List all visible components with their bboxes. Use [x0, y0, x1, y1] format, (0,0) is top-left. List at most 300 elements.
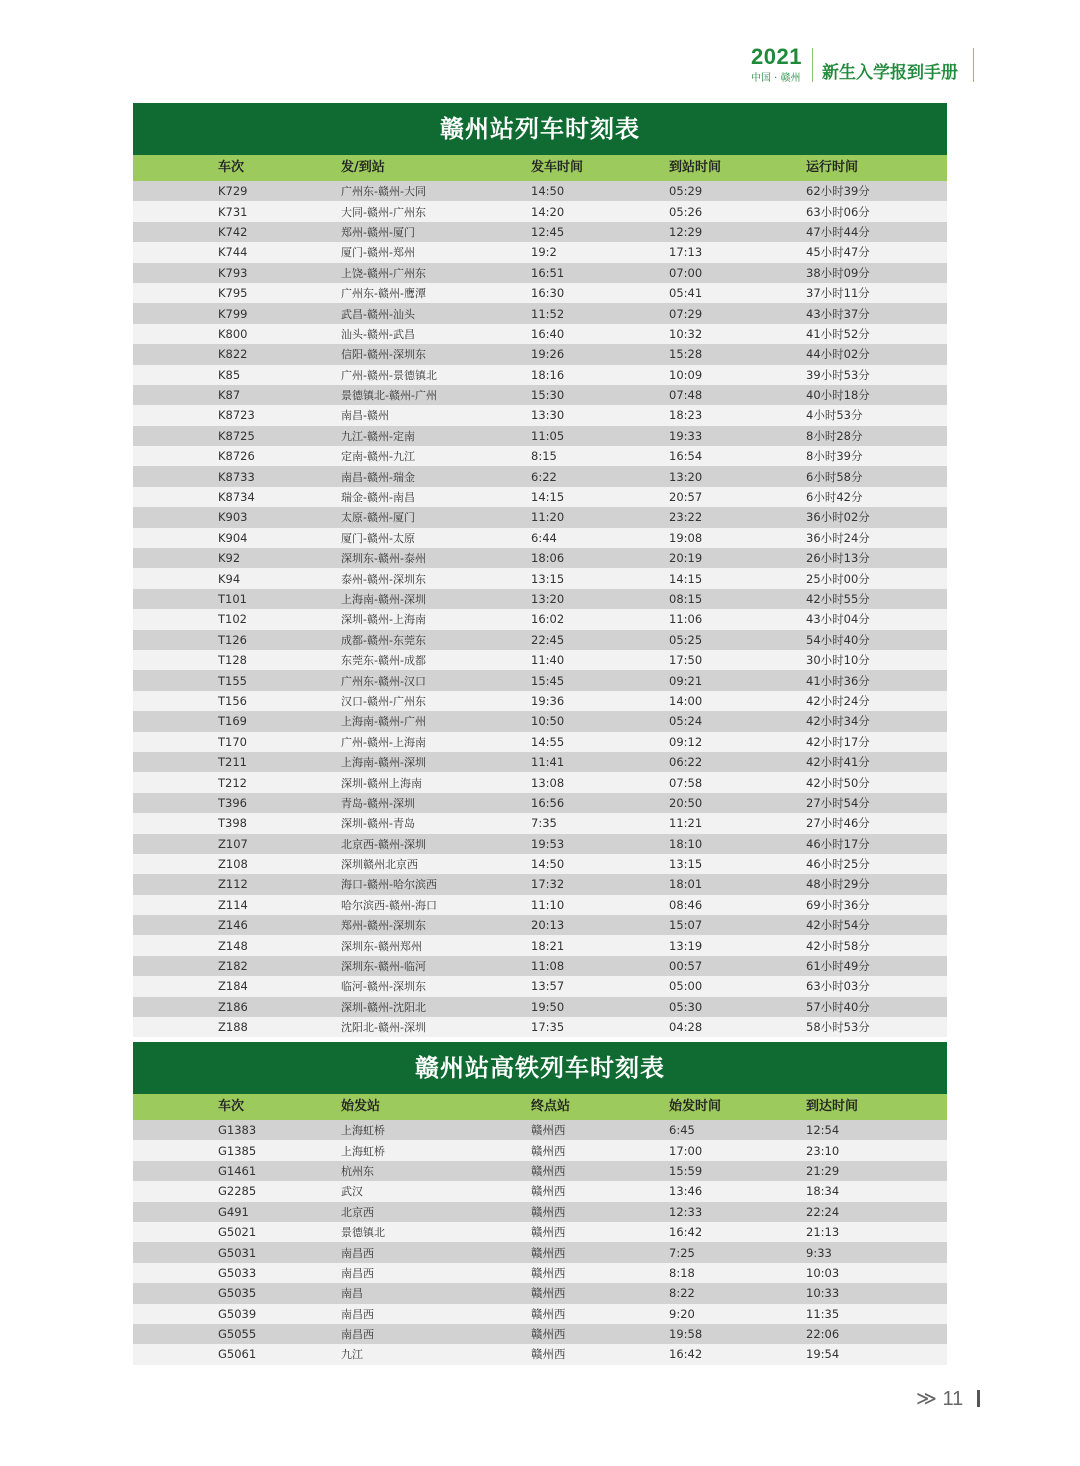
table-row: [133, 895, 947, 915]
table-row: [133, 772, 947, 792]
table-row: [133, 222, 947, 242]
cell-col3: 16:02: [531, 612, 565, 627]
cell-col4: 13:20: [669, 469, 703, 484]
cell-col2: 深圳赣州北京西: [341, 858, 418, 872]
table-row: [133, 1344, 947, 1364]
cell-col3: 14:50: [531, 184, 565, 199]
cell-col2: 南昌-赣州: [341, 409, 389, 423]
table-row: [133, 813, 947, 833]
cell-col2: 太原-赣州-厦门: [341, 511, 415, 525]
cell-col5: 61小时49分: [806, 959, 870, 974]
table-row: [133, 997, 947, 1017]
table-row: [133, 324, 947, 344]
cell-col5: 42小时58分: [806, 938, 870, 953]
regular-train-schedule: [133, 103, 947, 1037]
cell-train-no: Z148: [218, 938, 248, 953]
cell-col3: 16:40: [531, 326, 565, 341]
cell-col3: 14:55: [531, 734, 565, 749]
cell-col3: 13:30: [531, 408, 565, 423]
table-row: [133, 507, 947, 527]
cell-col5: 6小时42分: [806, 490, 863, 505]
table-row: [133, 670, 947, 690]
cell-col2: 青岛-赣州-深圳: [341, 796, 415, 810]
table-row: [133, 303, 947, 323]
cell-train-no: K822: [218, 347, 248, 362]
table-row: [133, 242, 947, 262]
cell-col3: 赣州西: [531, 1143, 566, 1158]
cell-col3: 11:41: [531, 755, 565, 770]
header-location: 中国 · 赣州: [751, 73, 801, 84]
cell-col5: 27小时46分: [806, 816, 870, 831]
table-row: [133, 568, 947, 588]
cell-col2: 南昌: [341, 1287, 363, 1301]
cell-train-no: Z146: [218, 918, 248, 933]
cell-train-no: K903: [218, 510, 248, 525]
table-row: [133, 283, 947, 303]
cell-col5: 27小时54分: [806, 795, 870, 810]
cell-train-no: K8726: [218, 449, 255, 464]
cell-col5: 22:06: [806, 1327, 840, 1342]
cell-train-no: T128: [218, 653, 247, 668]
table-row: [133, 1242, 947, 1262]
page-footer: [916, 1386, 980, 1411]
cell-col5: 18:34: [806, 1184, 840, 1199]
cell-col2: 上饶-赣州-广州东: [341, 266, 426, 280]
cell-col4: 12:33: [669, 1204, 703, 1219]
cell-col2: 南昌西: [341, 1307, 374, 1321]
cell-col4: 07:58: [669, 775, 703, 790]
cell-col5: 8小时39分: [806, 449, 863, 464]
cell-col5: 38小时09分: [806, 265, 870, 280]
cell-col2: 郑州-赣州-厦门: [341, 225, 415, 239]
header-title: 新生入学报到手册: [822, 63, 958, 83]
cell-train-no: K731: [218, 204, 248, 219]
cell-col2: 武昌-赣州-汕头: [341, 307, 415, 321]
table-row: [133, 548, 947, 568]
page-number: 11: [942, 1388, 964, 1410]
cell-col4: 04:28: [669, 1020, 703, 1035]
cell-train-no: G5061: [218, 1347, 257, 1362]
cell-train-no: Z107: [218, 836, 248, 851]
cell-train-no: G1461: [218, 1163, 257, 1178]
footer-bar: [977, 1390, 980, 1407]
cell-col4: 17:13: [669, 245, 703, 260]
cell-col4: 08:46: [669, 897, 703, 912]
cell-col3: 赣州西: [531, 1286, 566, 1301]
cell-col3: 18:16: [531, 367, 565, 382]
cell-train-no: K92: [218, 551, 241, 566]
cell-col5: 57小时40分: [806, 999, 870, 1014]
cell-col5: 42小时34分: [806, 714, 870, 729]
table-row: [133, 1263, 947, 1283]
table-row: [133, 263, 947, 283]
cell-col2: 成都-赣州-东莞东: [341, 633, 426, 647]
table-row: [133, 466, 947, 486]
cell-col5: 46小时25分: [806, 857, 870, 872]
cell-col3: 赣州西: [531, 1184, 566, 1199]
cell-col5: 54小时40分: [806, 632, 870, 647]
cell-col2: 大同-赣州-广州东: [341, 205, 426, 219]
cell-col5: 21:29: [806, 1163, 840, 1178]
cell-col2: 东莞东-赣州-成都: [341, 654, 426, 668]
cell-col4: 16:42: [669, 1347, 703, 1362]
cell-col5: 40小时18分: [806, 388, 870, 403]
cell-col2: 景德镇北-赣州-广州: [341, 389, 437, 403]
table-row: [133, 752, 947, 772]
cell-train-no: T155: [218, 673, 247, 688]
cell-col4: 05:25: [669, 632, 703, 647]
cell-col4: 13:15: [669, 857, 703, 872]
cell-col5: 63小时03分: [806, 979, 870, 994]
cell-col5: 4小时53分: [806, 408, 863, 423]
cell-col3: 18:06: [531, 551, 565, 566]
cell-train-no: K8725: [218, 428, 255, 443]
cell-train-no: K800: [218, 326, 248, 341]
cell-train-no: T156: [218, 693, 247, 708]
cell-col4: 8:18: [669, 1265, 695, 1280]
cell-col4: 17:50: [669, 653, 703, 668]
regular-table-header: [133, 155, 947, 181]
cell-col2: 深圳-赣州-沈阳北: [341, 1000, 426, 1014]
cell-col4: 8:22: [669, 1286, 695, 1301]
cell-col2: 沈阳北-赣州-深圳: [341, 1021, 426, 1035]
cell-train-no: G5021: [218, 1225, 257, 1240]
cell-col2: 南昌-赣州-瑞金: [341, 470, 415, 484]
cell-train-no: K744: [218, 245, 248, 260]
col-depart-time: 发车时间: [531, 160, 584, 175]
table-row: [133, 201, 947, 221]
table-row: [133, 854, 947, 874]
cell-col4: 20:19: [669, 551, 703, 566]
cell-col4: 18:10: [669, 836, 703, 851]
cell-col3: 赣州西: [531, 1347, 566, 1362]
cell-col4: 00:57: [669, 959, 703, 974]
col-terminal: 终点站: [531, 1099, 571, 1114]
cell-train-no: G5039: [218, 1306, 257, 1321]
highspeed-table-title: 赣州站高铁列车时刻表: [133, 1042, 947, 1094]
cell-col4: 14:15: [669, 571, 703, 586]
cell-col3: 19:50: [531, 999, 565, 1014]
table-row: [133, 609, 947, 629]
cell-train-no: T169: [218, 714, 247, 729]
cell-col3: 11:10: [531, 897, 565, 912]
cell-col3: 赣州西: [531, 1163, 566, 1178]
cell-col2: 汉口-赣州-广州东: [341, 694, 426, 708]
cell-col3: 17:32: [531, 877, 565, 892]
cell-col4: 20:50: [669, 795, 703, 810]
cell-col2: 南昌西: [341, 1328, 374, 1342]
cell-col5: 19:54: [806, 1347, 840, 1362]
regular-table-body: [133, 181, 947, 1037]
col-route: 发/到站: [341, 160, 385, 175]
cell-col5: 42小时50分: [806, 775, 870, 790]
cell-col3: 11:52: [531, 306, 565, 321]
cell-col3: 10:50: [531, 714, 565, 729]
cell-col3: 12:45: [531, 224, 565, 239]
cell-col5: 43小时04分: [806, 612, 870, 627]
table-row: [133, 1202, 947, 1222]
cell-col2: 景德镇北: [341, 1226, 385, 1240]
table-row: [133, 630, 947, 650]
cell-col4: 05:29: [669, 184, 703, 199]
cell-col5: 42小时41分: [806, 755, 870, 770]
cell-col2: 广州东-赣州-大同: [341, 185, 426, 199]
cell-col5: 23:10: [806, 1143, 840, 1158]
cell-col4: 05:41: [669, 286, 703, 301]
cell-col3: 11:20: [531, 510, 565, 525]
cell-col3: 13:15: [531, 571, 565, 586]
cell-col3: 19:26: [531, 347, 565, 362]
cell-train-no: K85: [218, 367, 241, 382]
cell-col4: 15:59: [669, 1163, 703, 1178]
col-origin: 始发站: [341, 1099, 381, 1114]
table-row: [133, 691, 947, 711]
table-row: [133, 793, 947, 813]
cell-train-no: K799: [218, 306, 248, 321]
table-row: [133, 732, 947, 752]
cell-col2: 泰州-赣州-深圳东: [341, 572, 426, 586]
cell-col5: 25小时00分: [806, 571, 870, 586]
cell-train-no: G5055: [218, 1327, 257, 1342]
cell-train-no: K8723: [218, 408, 255, 423]
cell-col3: 13:57: [531, 979, 565, 994]
cell-col5: 41小时36分: [806, 673, 870, 688]
cell-col2: 深圳-赣州-青岛: [341, 817, 415, 831]
cell-col5: 42小时24分: [806, 693, 870, 708]
header-divider-right: [973, 48, 974, 82]
table-row: [133, 1283, 947, 1303]
col-train-no: 车次: [218, 1099, 245, 1114]
cell-train-no: Z114: [218, 897, 248, 912]
cell-col5: 26小时13分: [806, 551, 870, 566]
cell-train-no: Z186: [218, 999, 248, 1014]
cell-train-no: T398: [218, 816, 247, 831]
cell-train-no: T126: [218, 632, 247, 647]
cell-train-no: K742: [218, 224, 248, 239]
table-row: [133, 650, 947, 670]
cell-col2: 深圳东-赣州郑州: [341, 939, 422, 953]
regular-table-title: 赣州站列车时刻表: [133, 103, 947, 155]
cell-col5: 8小时28分: [806, 428, 863, 443]
cell-col2: 深圳东-赣州-临河: [341, 960, 426, 974]
cell-col3: 11:08: [531, 959, 565, 974]
cell-train-no: G2285: [218, 1184, 257, 1199]
table-row: [133, 956, 947, 976]
cell-col4: 11:06: [669, 612, 703, 627]
cell-col4: 16:42: [669, 1225, 703, 1240]
cell-col5: 12:54: [806, 1123, 840, 1138]
cell-col4: 10:32: [669, 326, 703, 341]
cell-col2: 临河-赣州-深圳东: [341, 980, 426, 994]
cell-col2: 定南-赣州-九江: [341, 450, 415, 464]
cell-col5: 62小时39分: [806, 184, 870, 199]
cell-col5: 36小时02分: [806, 510, 870, 525]
cell-col4: 05:24: [669, 714, 703, 729]
cell-col4: 07:48: [669, 388, 703, 403]
col-train-no: 车次: [218, 160, 245, 175]
cell-col5: 58小时53分: [806, 1020, 870, 1035]
table-row: [133, 344, 947, 364]
cell-col3: 15:30: [531, 388, 565, 403]
cell-col2: 信阳-赣州-深圳东: [341, 348, 426, 362]
cell-train-no: K729: [218, 184, 248, 199]
cell-col4: 7:25: [669, 1245, 695, 1260]
cell-col2: 上海南-赣州-深圳: [341, 593, 426, 606]
table-row: [133, 935, 947, 955]
cell-train-no: G5031: [218, 1245, 257, 1260]
cell-col3: 11:05: [531, 428, 565, 443]
table-row: [133, 365, 947, 385]
cell-col4: 19:08: [669, 530, 703, 545]
cell-train-no: G5033: [218, 1265, 257, 1280]
cell-col2: 北京西-赣州-深圳: [341, 837, 426, 851]
table-row: [133, 181, 947, 201]
cell-col2: 哈尔滨西-赣州-海口: [341, 898, 437, 912]
header-year: 2021: [751, 44, 802, 69]
cell-col2: 海口-赣州-哈尔滨西: [341, 878, 437, 892]
cell-col3: 14:20: [531, 204, 565, 219]
cell-col5: 39小时53分: [806, 367, 870, 382]
table-row: [133, 487, 947, 507]
table-row: [133, 834, 947, 854]
cell-col3: 7:35: [531, 816, 557, 831]
cell-col5: 37小时11分: [806, 286, 870, 301]
cell-col4: 6:45: [669, 1123, 695, 1138]
cell-col5: 45小时47分: [806, 245, 870, 260]
cell-col3: 16:51: [531, 265, 565, 280]
cell-col3: 16:56: [531, 795, 565, 810]
table-row: [133, 915, 947, 935]
cell-col4: 19:33: [669, 428, 703, 443]
double-chevron-icon: ≫: [916, 1388, 937, 1410]
cell-col5: 36小时24分: [806, 530, 870, 545]
cell-train-no: G1385: [218, 1143, 257, 1158]
cell-train-no: T170: [218, 734, 247, 749]
cell-col3: 赣州西: [531, 1204, 566, 1219]
cell-col3: 14:50: [531, 857, 565, 872]
cell-col4: 18:01: [669, 877, 703, 892]
cell-col2: 厦门-赣州-太原: [341, 531, 415, 545]
cell-col3: 6:22: [531, 469, 557, 484]
cell-col2: 武汉: [341, 1185, 363, 1199]
cell-train-no: K8733: [218, 469, 255, 484]
cell-col2: 郑州-赣州-深圳东: [341, 919, 426, 933]
cell-train-no: K8734: [218, 490, 255, 505]
cell-col4: 13:46: [669, 1184, 703, 1199]
cell-col5: 10:33: [806, 1286, 840, 1301]
col-depart-time: 始发时间: [669, 1099, 722, 1114]
cell-col2: 上海南-赣州-深圳: [341, 756, 426, 770]
cell-col4: 11:21: [669, 816, 703, 831]
cell-col4: 10:09: [669, 367, 703, 382]
cell-train-no: T212: [218, 775, 247, 790]
cell-col4: 19:58: [669, 1327, 703, 1342]
table-row: [133, 1222, 947, 1242]
table-row: [133, 1140, 947, 1160]
cell-col3: 赣州西: [531, 1245, 566, 1260]
cell-col3: 19:53: [531, 836, 565, 851]
table-row: [133, 1304, 947, 1324]
cell-col2: 南昌西: [341, 1266, 374, 1280]
cell-col2: 北京西: [341, 1205, 374, 1219]
cell-col5: 21:13: [806, 1225, 840, 1240]
cell-col2: 上海虹桥: [341, 1124, 385, 1138]
cell-col4: 18:23: [669, 408, 703, 423]
cell-col3: 22:45: [531, 632, 565, 647]
cell-col5: 63小时06分: [806, 204, 870, 219]
cell-train-no: Z112: [218, 877, 248, 892]
cell-col4: 9:20: [669, 1306, 695, 1321]
cell-col3: 6:44: [531, 530, 557, 545]
cell-col4: 23:22: [669, 510, 703, 525]
cell-col2: 杭州东: [341, 1164, 374, 1178]
cell-col3: 赣州西: [531, 1306, 566, 1321]
table-row: [133, 385, 947, 405]
cell-col2: 九江: [341, 1348, 363, 1362]
cell-train-no: T101: [218, 592, 247, 606]
cell-col3: 13:08: [531, 775, 565, 790]
table-row: [133, 1017, 947, 1037]
cell-col3: 11:40: [531, 653, 565, 668]
cell-train-no: G5035: [218, 1286, 257, 1301]
cell-col4: 08:15: [669, 592, 703, 606]
cell-col5: 9:33: [806, 1245, 832, 1260]
cell-train-no: Z188: [218, 1020, 248, 1035]
cell-col5: 42小时17分: [806, 734, 870, 749]
cell-col3: 16:30: [531, 286, 565, 301]
cell-col3: 赣州西: [531, 1265, 566, 1280]
cell-col3: 8:15: [531, 449, 557, 464]
cell-train-no: K793: [218, 265, 248, 280]
cell-col4: 07:00: [669, 265, 703, 280]
table-row: [133, 711, 947, 731]
table-row: [133, 1324, 947, 1344]
cell-col4: 12:29: [669, 224, 703, 239]
cell-col5: 43小时37分: [806, 306, 870, 321]
cell-train-no: T102: [218, 612, 247, 627]
cell-col5: 11:35: [806, 1306, 840, 1321]
cell-train-no: T396: [218, 795, 247, 810]
cell-col3: 20:13: [531, 918, 565, 933]
table-row: [133, 528, 947, 548]
cell-col3: 赣州西: [531, 1327, 566, 1342]
table-row: [133, 589, 947, 609]
header-divider: [812, 48, 813, 82]
cell-train-no: G491: [218, 1204, 249, 1219]
cell-col5: 22:24: [806, 1204, 840, 1219]
cell-col5: 48小时29分: [806, 877, 870, 892]
cell-col4: 15:28: [669, 347, 703, 362]
cell-col3: 18:21: [531, 938, 565, 953]
cell-train-no: Z184: [218, 979, 248, 994]
cell-col5: 42小时55分: [806, 592, 870, 606]
highspeed-table-body: [133, 1120, 947, 1365]
cell-train-no: T211: [218, 755, 247, 770]
cell-col5: 42小时54分: [806, 918, 870, 933]
col-arrive-time: 到达时间: [806, 1099, 859, 1114]
cell-col4: 05:30: [669, 999, 703, 1014]
cell-col4: 14:00: [669, 693, 703, 708]
cell-col4: 15:07: [669, 918, 703, 933]
cell-col2: 厦门-赣州-郑州: [341, 246, 415, 260]
cell-col3: 赣州西: [531, 1123, 566, 1138]
cell-col2: 广州东-赣州-汉口: [341, 674, 426, 688]
cell-col3: 赣州西: [531, 1225, 566, 1240]
table-row: [133, 405, 947, 425]
cell-col4: 05:00: [669, 979, 703, 994]
col-duration: 运行时间: [806, 160, 859, 175]
cell-col4: 17:00: [669, 1143, 703, 1158]
